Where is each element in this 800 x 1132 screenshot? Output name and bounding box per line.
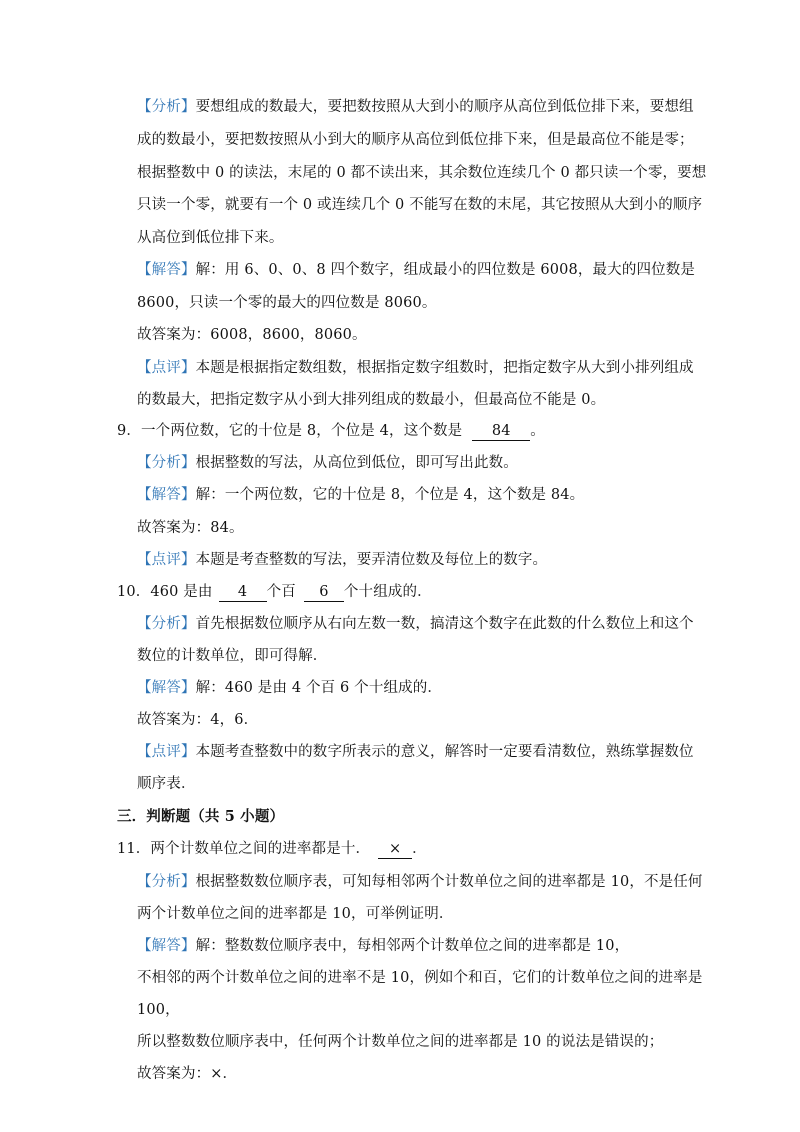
answer-tag: 【解答】 (137, 262, 196, 278)
q10-final-answer: 故答案为：4，6． (137, 712, 259, 728)
q8-analysis-line-1: 【分析】要想组成的数最大，要把数按照从大到小的顺序从高位到低位排下来，要想组 (137, 99, 694, 115)
answer-tag: 【解答】 (137, 487, 196, 503)
comment-tag: 【点评】 (137, 360, 196, 376)
q11-analysis-line-1: 【分析】根据整数数位顺序表，可知每相邻两个计数单位之间的进率都是 10，不是任何 (137, 874, 703, 890)
q10-answer-blank-2: 6 (304, 583, 344, 602)
q10-answer: 【解答】解：460 是由 4 个百 6 个十组成的． (137, 680, 443, 696)
q10-stem: 10．460 是由 4 个百 6 个十组成的． (117, 584, 432, 600)
q11-answer-line-4: 所以整数数位顺序表中，任何两个计数单位之间的进率都是 10 的说法是错误的； (137, 1034, 664, 1050)
q9-final-answer: 故答案为：84。 (137, 520, 244, 536)
q9-stem: 9．一个两位数，它的十位是 8，个位是 4，这个数是 84 。 (117, 423, 545, 439)
q8-comment-line-1: 【点评】本题是根据指定数组数，根据指定数字组数时，把指定数字从大到小排列组成 (137, 360, 694, 376)
q11-analysis-line-2: 两个计数单位之间的进率都是 10，可举例证明． (137, 906, 454, 922)
q11-final-answer: 故答案为：×． (137, 1066, 238, 1082)
q10-comment-line-1: 【点评】本题考查整数中的数字所表示的意义，解答时一定要看清数位，熟练掌握数位 (137, 744, 694, 760)
analysis-tag: 【分析】 (137, 874, 196, 890)
q10-comment-line-2: 顺序表． (137, 776, 196, 792)
q8-analysis-line-5: 从高位到低位排下来。 (137, 230, 284, 246)
answer-tag: 【解答】 (137, 680, 196, 696)
q8-analysis-line-4: 只读一个零，就要有一个 0 或连续几个 0 不能写在数的末尾，其它按照从大到小的顺序 (137, 197, 703, 213)
q8-analysis-line-2: 成的数最小，要把数按照从小到大的顺序从高位到低位排下来，但是最高位不能是零； (137, 132, 694, 148)
q9-answer: 【解答】解：一个两位数，它的十位是 8，个位是 4，这个数是 84。 (137, 487, 585, 503)
q8-answer-line-1: 【解答】解：用 6、0、0、8 四个数字，组成最小的四位数是 6008，最大的四位数是 (137, 262, 696, 278)
q9-analysis: 【分析】根据整数的写法，从高位到低位，即可写出此数。 (137, 455, 518, 471)
analysis-tag: 【分析】 (137, 99, 196, 115)
q8-final-answer: 故答案为：6008，8600，8060。 (137, 327, 367, 343)
section-3-heading: 三．判断题（共 5 小题） (117, 808, 285, 825)
q9-answer-blank: 84 (472, 422, 530, 441)
q11-stem: 11．两个计数单位之间的进率都是十． × ． (117, 841, 427, 857)
analysis-tag: 【分析】 (137, 455, 196, 471)
q11-answer-line-1: 【解答】解：整数数位顺序表中，每相邻两个计数单位之间的进率都是 10， (137, 938, 630, 954)
q8-answer-line-2: 8600，只读一个零的最大的四位数是 8060。 (137, 295, 437, 311)
q11-answer-line-3: 100， (137, 1002, 180, 1018)
comment-tag: 【点评】 (137, 552, 196, 568)
q8-comment-line-2: 的数最大，把指定数字从小到大排列组成的数最小，但最高位不能是 0。 (137, 392, 606, 408)
q10-answer-blank-1: 4 (219, 583, 267, 602)
q8-analysis-line-3: 根据整数中 0 的读法，末尾的 0 都不读出来，其余数位连续几个 0 都只读一个零，要想 (137, 165, 707, 181)
comment-tag: 【点评】 (137, 744, 196, 760)
q10-analysis-line-1: 【分析】首先根据数位顺序从右向左数一数，搞清这个数字在此数的什么数位上和这个 (137, 616, 694, 632)
q11-answer-line-2: 不相邻的两个计数单位之间的进率不是 10，例如个和百，它们的计数单位之间的进率是 (137, 970, 703, 986)
q11-answer-blank: × (378, 840, 412, 859)
analysis-tag: 【分析】 (137, 616, 196, 632)
q9-comment: 【点评】本题是考查整数的写法，要弄清位数及每位上的数字。 (137, 552, 548, 568)
q10-analysis-line-2: 数位的计数单位，即可得解． (137, 648, 328, 664)
answer-tag: 【解答】 (137, 938, 196, 954)
